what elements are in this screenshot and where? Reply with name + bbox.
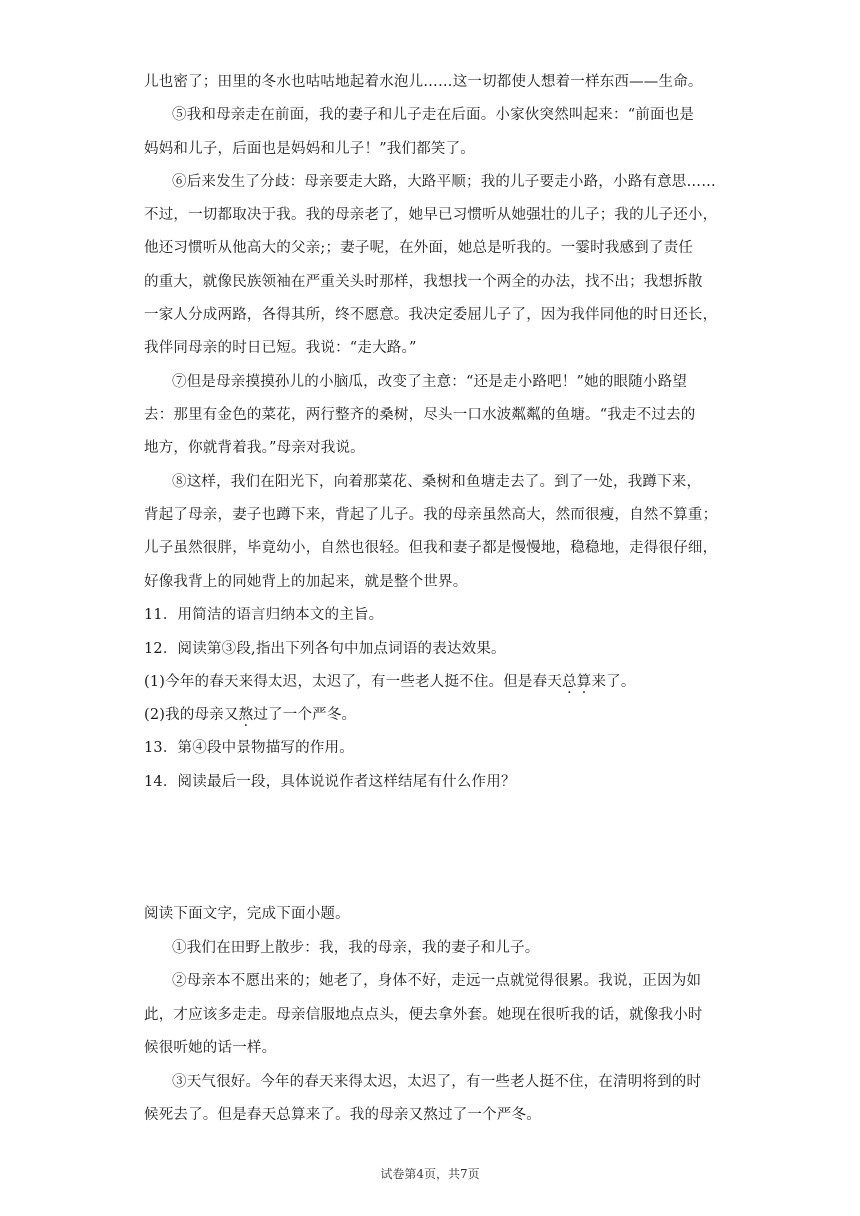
text-line: 儿子虽然很胖，毕竟幼小，自然也很轻。但我和妻子都是慢慢地，稳稳地，走得很仔细， <box>144 540 718 556</box>
section-instruction: 阅读下面文字，完成下面小题。 <box>144 906 350 922</box>
paragraph-8: ⑧这样，我们在阳光下，向着那菜花、桑树和鱼塘走去了。到了一处，我蹲下来， <box>172 474 702 490</box>
paragraph-7: ⑦但是母亲摸摸孙儿的小脑瓜，改变了主意：“还是走小路吧！”她的眼随小路望 <box>172 374 688 390</box>
paragraph-2: ②母亲本不愿出来的；她老了，身体不好，走远一点就觉得很累。我说，正因为如 <box>172 973 702 989</box>
paragraph-6: ⑥后来发生了分歧：母亲要走大路，大路平顺；我的儿子要走小路，小路有意思…… <box>172 174 716 190</box>
text-line: 妈妈和儿子，后面也是妈妈和儿子！”我们都笑了。 <box>144 141 476 157</box>
text-line: 候很听她的话一样。 <box>144 1040 277 1056</box>
question-12-2: (2)我的母亲又熬过了一个严冬。 <box>144 707 357 723</box>
dotted-char: 总 <box>562 674 577 690</box>
text-line: 我伴同母亲的时日已短。我说：“走大路。” <box>144 340 417 356</box>
text-line: 他还习惯听从他高大的父亲;；妻子呢，在外面，她总是听我的。一霎时我感到了责任 <box>144 240 693 256</box>
text-line: 候死去了。但是春天总算来了。我的母亲又熬过了一个严冬。 <box>144 1107 541 1123</box>
text-line: 好像我背上的同她背上的加起来，就是整个世界。 <box>144 574 468 590</box>
question-12: 12．阅读第③段,指出下列各句中加点词语的表达效果。 <box>144 641 506 657</box>
paragraph-1: ①我们在田野上散步：我，我的母亲，我的妻子和儿子。 <box>172 940 540 956</box>
text-line: 不过，一切都取决于我。我的母亲老了，她早已习惯听从她强壮的儿子；我的儿子还小， <box>144 207 718 223</box>
text-line: 去：那里有金色的菜花，两行整齐的桑树，尽头一口水波粼粼的鱼塘。“我走不过去的 <box>144 407 696 423</box>
question-12-1: (1)今年的春天来得太迟，太迟了，有一些老人挺不住。但是春天总算来了。 <box>144 674 636 690</box>
dotted-char: 算 <box>576 674 592 690</box>
dotted-char: 熬 <box>238 707 254 723</box>
question-13: 13．第④段中景物描写的作用。 <box>144 740 354 756</box>
text-line: 背起了母亲，妻子也蹲下来，背起了儿子。我的母亲虽然高大，然而很瘦，自然不算重； <box>144 507 718 523</box>
question-14: 14．阅读最后一段，具体说说作者这样结尾有什么作用？ <box>144 774 516 790</box>
text-line: 地方，你就背着我。”母亲对我说。 <box>144 440 365 456</box>
text-line: 的重大，就像民族领袖在严重关头时那样，我想找一个两全的办法，找不出；我想拆散 <box>144 274 703 290</box>
question-11: 11．用简洁的语言归纳本文的主旨。 <box>144 607 384 623</box>
text-line: 一家人分成两路，各得其所，终不愿意。我决定委屈儿子了，因为我伴同他的时日还长， <box>144 307 718 323</box>
paragraph-3: ③天气很好。今年的春天来得太迟，太迟了，有一些老人挺不住，在清明将到的时 <box>172 1074 702 1090</box>
page-footer: 试卷第4页，共7页 <box>380 1167 480 1181</box>
text-line: 此，才应该多走走。母亲信服地点点头，便去拿外套。她现在很听我的话，就像我小时 <box>144 1007 703 1023</box>
paragraph-5: ⑤我和母亲走在前面，我的妻子和儿子走在后面。小家伙突然叫起来：“前面也是 <box>172 107 695 123</box>
text-line: 儿也密了；田里的冬水也咕咕地起着水泡儿……这一切都使人想着一样东西——生命。 <box>144 74 703 90</box>
